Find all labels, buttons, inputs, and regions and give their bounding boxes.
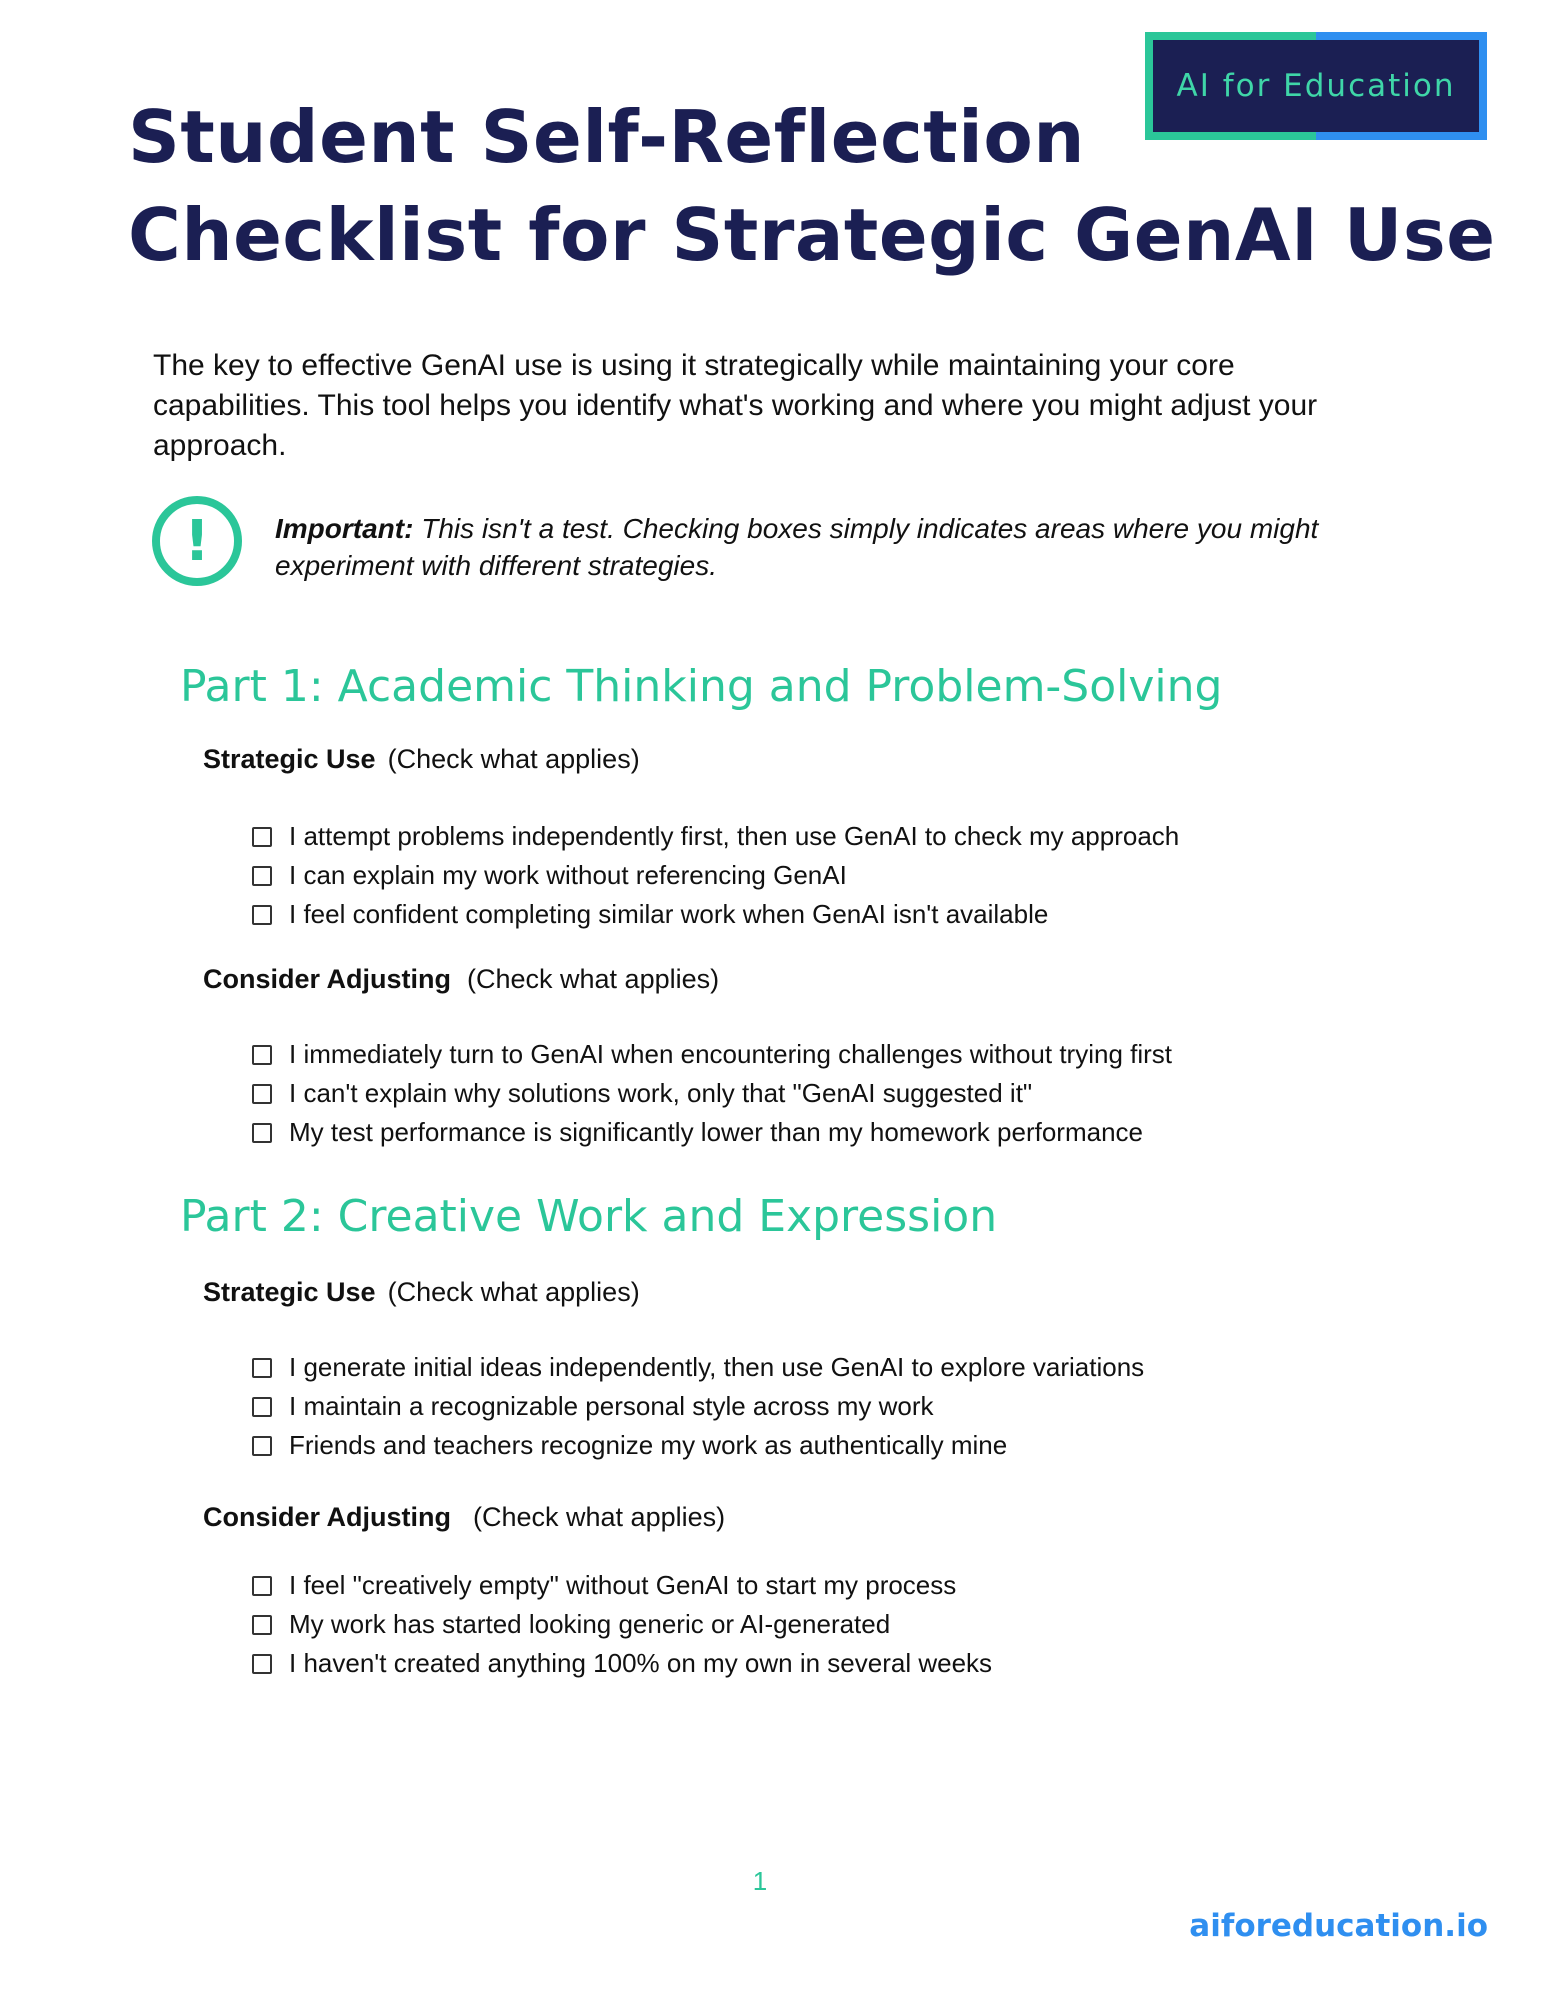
part-2-strategic-label: Strategic Use (203, 1277, 376, 1307)
important-body: This isn't a test. Checking boxes simply indicates areas where you might experiment with different strategies. (275, 513, 1319, 581)
exclamation-icon: ! (152, 496, 242, 586)
part-1-strategic-heading (203, 742, 640, 776)
checklist-item-label: My test performance is significantly lower than my homework performance (289, 1117, 1143, 1147)
checklist-item-label: I feel confident completing similar work when GenAI isn't available (289, 899, 1049, 929)
checklist-item-label: I can't explain why solutions work, only that "GenAI suggested it" (289, 1078, 1033, 1108)
part-2-strategic-note: (Check what applies) (387, 1277, 640, 1307)
checklist-item-label: I haven't created anything 100% on my own in several weeks (289, 1648, 993, 1678)
checklist-item[interactable] (252, 1644, 992, 1683)
checklist-item-label: Friends and teachers recognize my work as authentically mine (289, 1430, 1008, 1460)
checkbox[interactable] (252, 1045, 272, 1065)
checkbox[interactable] (252, 1436, 272, 1456)
checklist-item-label: I immediately turn to GenAI when encountering challenges without trying first (289, 1039, 1173, 1069)
important-label: Important: (275, 513, 414, 544)
checklist-item[interactable] (252, 1348, 1144, 1387)
checklist-item[interactable] (252, 1566, 992, 1605)
part-1-strategic-list (252, 817, 1179, 934)
page-title-line-2: Checklist for Strategic GenAI Use (128, 193, 1496, 277)
checklist-item[interactable] (252, 1074, 1172, 1113)
part-2-adjust-list (252, 1566, 992, 1683)
checklist-item[interactable] (252, 1387, 1144, 1426)
checklist-item-label: I feel "creatively empty" without GenAI to start my process (289, 1570, 957, 1600)
checkbox[interactable] (252, 1615, 272, 1635)
part-1-strategic-note: (Check what applies) (387, 744, 640, 774)
checklist-item[interactable] (252, 856, 1179, 895)
checkbox[interactable] (252, 827, 272, 847)
checklist-item[interactable] (252, 1605, 992, 1644)
checklist-item[interactable] (252, 1035, 1172, 1074)
checkbox[interactable] (252, 1397, 272, 1417)
checklist-item[interactable] (252, 895, 1179, 934)
intro-paragraph: The key to effective GenAI use is using it strategically while maintaining your core capabilities. This tool helps you identify what's working and where you might adjust your approach. (153, 349, 1318, 462)
website-link[interactable]: aiforeducation.io (1189, 1908, 1488, 1944)
page-title (128, 88, 1508, 284)
checkbox[interactable] (252, 1576, 272, 1596)
checklist-item-label: I can explain my work without referencing GenAI (289, 860, 847, 890)
part-2-adjust-note: (Check what applies) (473, 1502, 726, 1532)
checkbox[interactable] (252, 1358, 272, 1378)
part-1-strategic-label: Strategic Use (203, 744, 376, 774)
part-2-strategic-list (252, 1348, 1144, 1465)
important-text (275, 510, 1375, 584)
part-1-title: Part 1: Academic Thinking and Problem-Solving (180, 661, 1223, 712)
page-number: 1 (752, 1866, 768, 1896)
page-title-line-1: Student Self-Reflection (128, 95, 1086, 179)
logo-text: AI for Education (1176, 68, 1456, 104)
part-1-adjust-label: Consider Adjusting (203, 964, 451, 994)
part-1-adjust-list (252, 1035, 1172, 1152)
checkbox[interactable] (252, 1123, 272, 1143)
checkbox[interactable] (252, 905, 272, 925)
checklist-item-label: I generate initial ideas independently, then use GenAI to explore variations (289, 1352, 1145, 1382)
part-1-adjust-heading (203, 962, 719, 996)
part-1-adjust-note: (Check what applies) (467, 964, 720, 994)
checklist-item[interactable] (252, 1113, 1172, 1152)
checklist-item-label: I maintain a recognizable personal style across my work (289, 1391, 934, 1421)
checklist-item-label: My work has started looking generic or AI-generated (289, 1609, 891, 1639)
checkbox[interactable] (252, 1084, 272, 1104)
part-2-strategic-heading (203, 1275, 640, 1309)
checklist-item[interactable] (252, 817, 1179, 856)
checklist-item-label: I attempt problems independently first, then use GenAI to check my approach (289, 821, 1180, 851)
part-2-adjust-label: Consider Adjusting (203, 1502, 451, 1532)
checklist-item[interactable] (252, 1426, 1144, 1465)
part-2-adjust-heading (203, 1500, 725, 1534)
important-callout (150, 494, 1400, 604)
checkbox[interactable] (252, 1654, 272, 1674)
part-2-title: Part 2: Creative Work and Expression (180, 1191, 998, 1242)
checkbox[interactable] (252, 866, 272, 886)
